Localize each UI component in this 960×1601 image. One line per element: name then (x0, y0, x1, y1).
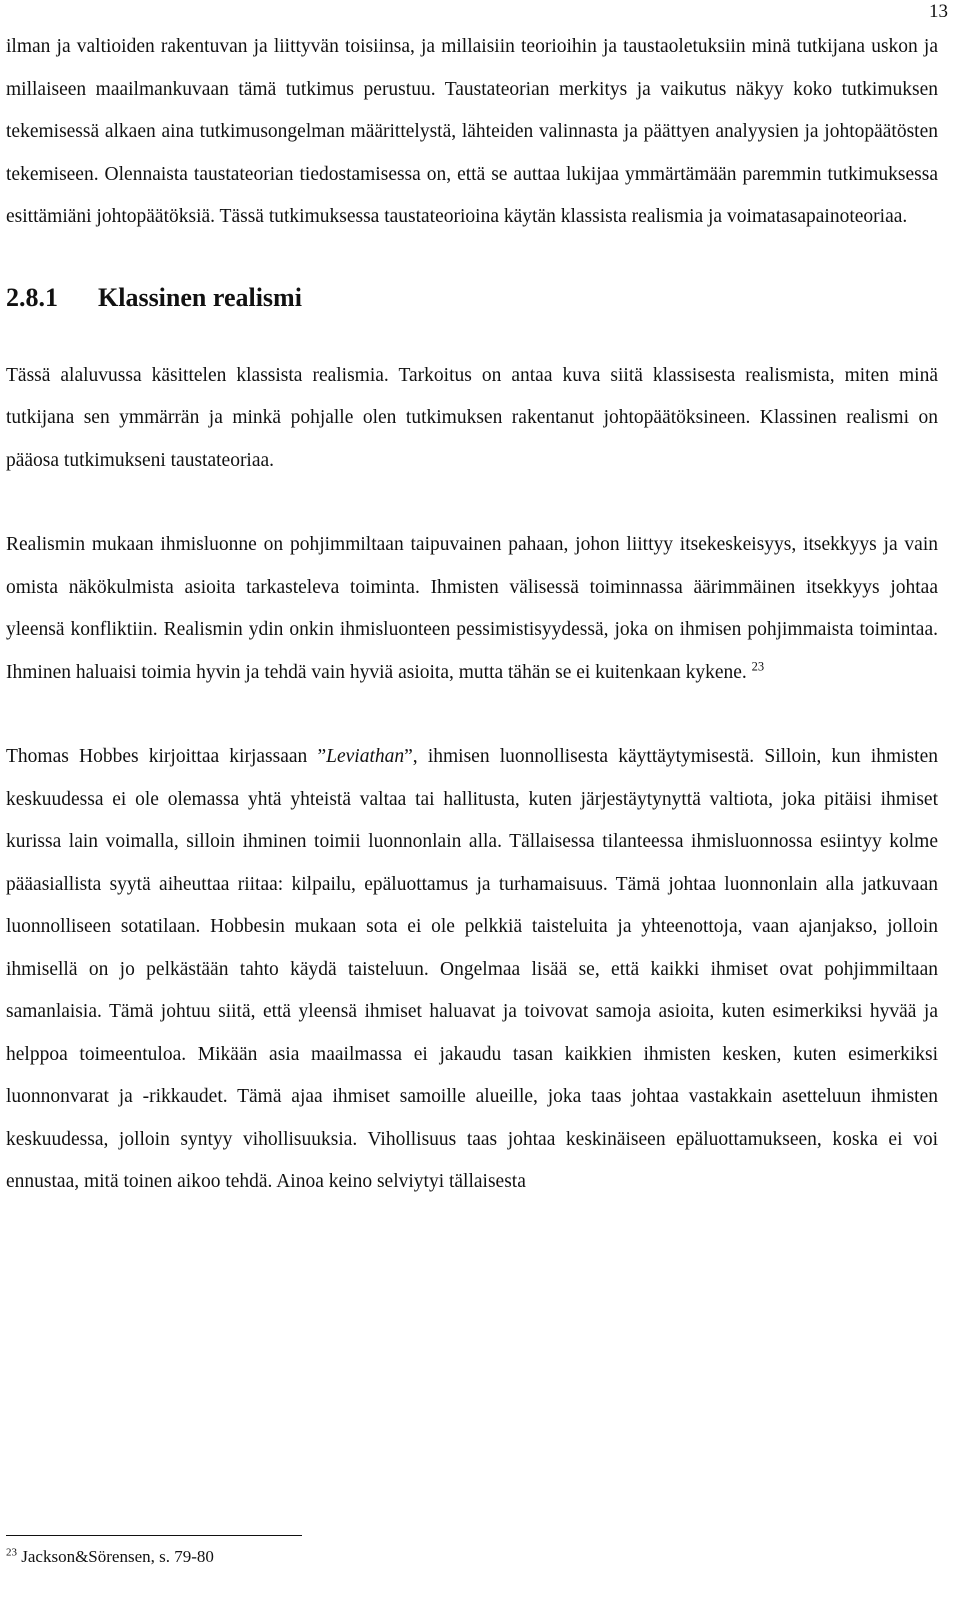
paragraph-text-start: Thomas Hobbes kirjoittaa kirjassaan ” (6, 746, 327, 767)
page-number: 13 (929, 1, 948, 22)
paragraph-text-rest: ”, ihmisen luonnollisesta käyttäytymisestä. Silloin, kun ihmisten keskuudessa ei ole olemassa yhtä yhteistä valtaa tai hallitusta, kuten järjestäytynyttä valtiota, joka pitäisi ihmiset kurissa lain voimalla, silloin ihminen toimii luonnonlain alla. Tällaisessa tilanteessa ihmisluonnossa esiintyy kolme pääasiallista syytä aiheuttaa riitaa: kilpailu, epäluottamus ja turhamaisuus. Tämä johtaa luonnonlain alla jatkuvaan luonnolliseen sotatilaan. Hobbesin mukaan sota ei ole pelkkiä taisteluita ja yhteenottoja, vaan ajanjakso, jolloin ihmisellä on jo pelkästään tahto käydä taisteluun. Ongelmaa lisää se, että kaikki ihmiset ovat pohjimmiltaan samanlaisia. Tämä johtuu siitä, että yleensä ihmiset haluavat ja toivovat samoja asioita, kuten esimerkiksi hyvää ja helppoa toimeentuloa. Mikään asia maailmassa ei jakaudu tasan kaikkien ihmisten kesken, kuten esimerkiksi luonnonvarat ja -rikkaudet. Tämä ajaa ihmiset samoille alueille, joka taas johtaa vastakkain asetteluun ihmisten keskuudessa, jolloin syntyy vihollisuuksia. Vihollisuus taas johtaa keskinäiseen epäluottamukseen, koska ei voi ennustaa, mitä toinen aikoo tehdä. Ainoa keino selviytyi tällaisesta (6, 746, 939, 1192)
paragraph-realism-human-nature (6, 524, 938, 694)
section-title: Klassinen realismi (98, 282, 302, 312)
book-title: Leviathan (326, 746, 405, 767)
paragraph-section-intro: Tässä alaluvussa käsittelen klassista realismia. Tarkoitus on antaa kuva siitä klassisesta realismista, miten minä tutkijana sen ymmärrän ja minkä pohjalle olen tutkimuksen rakentanut johtopäätöksineen. Klassinen realismi on pääosa tutkimukseni taustateoriaa. (6, 364, 938, 471)
section-number: 2.8.1 (6, 282, 58, 312)
footnote-reference[interactable]: 23 (751, 659, 765, 673)
footnote-divider (6, 1535, 302, 1536)
section-heading (6, 239, 938, 355)
footnote (6, 1545, 214, 1569)
paragraph-gap (6, 482, 938, 524)
paragraph-gap (6, 694, 938, 736)
paragraph-text: Realismin mukaan ihmisluonne on pohjimmiltaan taipuvainen pahaan, johon liittyy itsekeskeisyys, itsekkyys ja vain omista näkökulmista asioita tarkasteleva toiminta. Ihmisten välisessä toiminnassa äärimmäinen itsekkyys johtaa yleensä konfliktiin. Realismin ydin onkin ihmisluonteen pessimistisyydessä, joka on ihmisen pohjimmaista toimintaa. Ihminen haluaisi toimia hyvin ja tehdä vain hyviä asioita, mutta tähän se ei kuitenkaan kykene. (6, 534, 938, 683)
footnote-text: Jackson&Sörensen, s. 79-80 (21, 1547, 214, 1566)
footnote-mark: 23 (6, 1546, 17, 1559)
paragraph-hobbes (6, 736, 938, 1204)
document-body (6, 26, 938, 1204)
paragraph-background-theory: ilman ja valtioiden rakentuvan ja liittyvän toisiinsa, ja millaisiin teorioihin ja taustaoletuksiin minä tutkijana uskon ja millaiseen maailmankuvaan tämä tutkimus perustuu. Taustateorian merkitys ja vaikutus näkyy koko tutkimuksen tekemisessä alkaen aina tutkimusongelman määrittelystä, lähteiden valinnasta ja päättyen analyysien ja johtopäätösten tekemiseen. Olennaista taustateorian tiedostamisessa on, että se auttaa lukijaa ymmärtämään paremmin tutkimuksessa esittämiäni johtopäätöksiä. Tässä tutkimuksessa taustateorioina käytän klassista realismia ja voimatasapainoteoriaa. (6, 36, 938, 227)
